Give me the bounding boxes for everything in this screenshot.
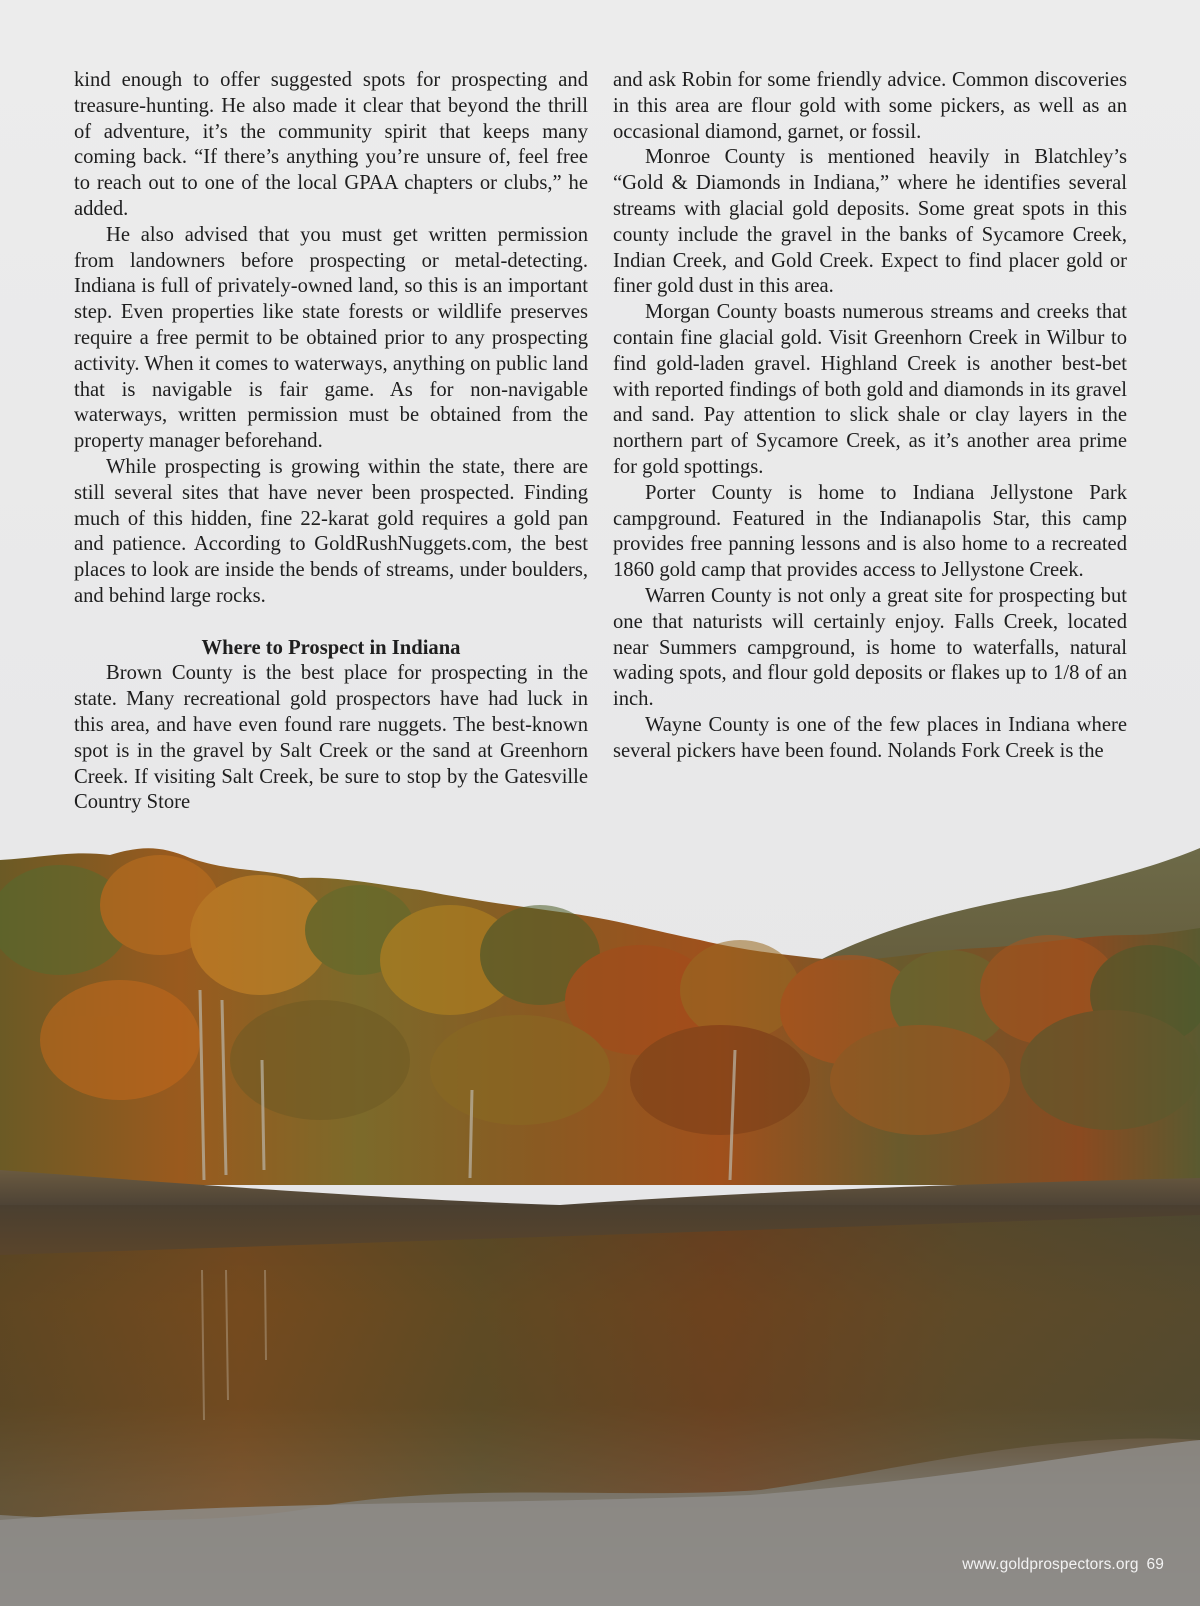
paragraph: While prospecting is growing within the state, there are still several sites that have never been prospected. Finding much of this hidden, fine 22-karat gold requires a gold pan and patience. According to GoldRushNuggets.com, the best places to look are inside the bends of streams, under boulders, and behind large rocks. <box>74 455 588 607</box>
paragraph: and ask Robin for some friendly advice. Common discoveries in this area are flour gold with some pickers, as well as an occasional diamond, garnet, or fossil. <box>613 69 1127 143</box>
footer-website: www.goldprospectors.org <box>962 1556 1139 1573</box>
paragraph: Monroe County is mentioned heavily in Blatchley’s “Gold & Diamonds in Indiana,” where he identifies several streams with glacial gold deposits. Some great spots in this county include the gravel in the banks of Sycamore Creek, Indian Creek, and Gold Creek. Expect to find placer gold or finer gold dust in this area. <box>613 146 1127 298</box>
article-column-left <box>74 68 588 816</box>
paragraph: Warren County is not only a great site for prospecting but one that naturists will certainly enjoy. Falls Creek, located near Summers campground, is home to waterfalls, natural wading spots, and flour gold deposits or flakes up to 1/8 of an inch. <box>613 584 1127 711</box>
article-column-right <box>613 68 1127 765</box>
paragraph: Morgan County boasts numerous streams and creeks that contain fine glacial gold. Visit Greenhorn Creek in Wilbur to find gold-laden gravel. Highland Creek is another best-bet with reported findings of both gold and diamonds in its gravel and sand. Pay attention to slick shale or clay layers in the northern part of Sycamore Creek, as it’s another area prime for gold spottings. <box>613 301 1127 478</box>
paragraph: Wayne County is one of the few places in Indiana where several pickers have been found. Nolands Fork Creek is the <box>613 713 1127 762</box>
paragraph: He also advised that you must get written permission from landowners before prospecting or metal-detecting. Indiana is full of privately-owned land, so this is an important step. Even properties like state forests or wildlife preserves require a free permit to be obtained prior to any prospecting activity. When it comes to waterways, anything on public land that is navigable is fair game. As for non-navigable waterways, written permission must be obtained from the property manager beforehand. <box>74 223 588 453</box>
page-footer <box>954 1556 1164 1574</box>
paragraph: kind enough to offer suggested spots for prospecting and treasure-hunting. He also made it clear that beyond the thrill of adventure, it’s the community spirit that keeps many coming back. “If there’s anything you’re unsure of, feel free to reach out to one of the local GPAA chapters or clubs,” he added. <box>74 69 588 220</box>
paragraph: Brown County is the best place for prospecting in the state. Many recreational gold prospectors have had luck in this area, and have even found rare nuggets. The best-known spot is in the gravel by Salt Creek or the sand at Greenhorn Creek. If visiting Salt Creek, be sure to stop by the Gatesville Country Store <box>74 662 588 814</box>
paragraph: Porter County is home to Indiana Jellystone Park campground. Featured in the Indianapolis Star, this camp provides free panning lessons and is also home to a recreated 1860 gold camp that provides access to Jellystone Creek. <box>613 481 1127 582</box>
section-heading: Where to Prospect in Indiana <box>201 636 461 659</box>
page-number: 69 <box>1146 1556 1164 1573</box>
